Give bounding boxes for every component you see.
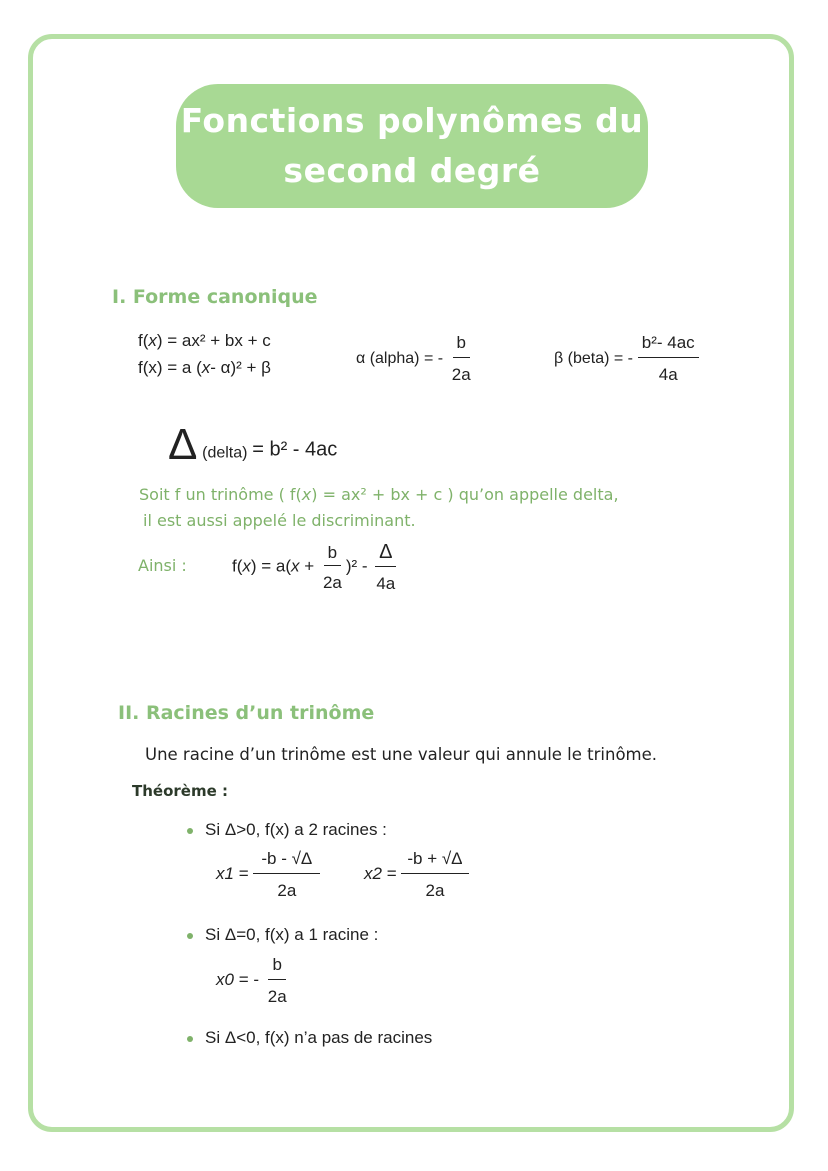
- title-line-1: Fonctions polynômes du: [180, 101, 644, 140]
- beta-formula: β (beta) = - $\frac{\text{b²- 4ac}}{4a}$: [554, 334, 699, 383]
- theorem-label: Théorème :: [132, 782, 228, 800]
- section1-heading: I. Forme canonique: [112, 286, 318, 308]
- alpha-fraction: $\frac{b}{2a}$: [451, 333, 471, 384]
- delta-definition: [168, 420, 337, 470]
- ainsi-formula: f(x) = a(x + $\frac{b}{2a}$ )² - $\frac{\Delta}{4a}$: [232, 542, 399, 592]
- ainsi-fraction-1: $\frac{b}{2a}$: [322, 542, 342, 592]
- x2-formula: x2 = $\frac{-b + √\Delta}{2a}$: [364, 850, 469, 899]
- x0-formula: x0 = - $\frac{b}{2a}$: [216, 956, 291, 1005]
- x0-fraction: $\frac{b}{2a}$: [267, 955, 287, 1006]
- formula-general: f(x) = ax² + bx + c: [138, 331, 271, 350]
- delta-formula: = b² - 4ac: [252, 438, 338, 461]
- delta-symbol: Δ: [168, 420, 198, 469]
- formula-canonical: f(x) = a (x- α)² + β: [138, 358, 271, 377]
- case-positive-delta: Si Δ>0, f(x) a 2 racines :: [205, 820, 387, 839]
- discriminant-text-line2: il est aussi appelé le discriminant.: [143, 511, 416, 530]
- roots-intro: Une racine d’un trinôme est une valeur qui annule le trinôme.: [145, 745, 658, 764]
- x1-fraction: $\frac{-b - √\Delta}{2a}$: [253, 850, 320, 899]
- title-line-2: second degré: [283, 151, 541, 190]
- case-zero-delta: Si Δ=0, f(x) a 1 racine :: [205, 925, 379, 944]
- bullet-3: [187, 1036, 193, 1042]
- section2-heading: II. Racines d’un trinôme: [118, 702, 375, 724]
- alpha-formula: α (alpha) = - $\frac{b}{2a}$: [356, 334, 475, 383]
- title-banner: [176, 84, 648, 208]
- beta-fraction: $\frac{\text{b²- 4ac}}{4a}$: [638, 334, 699, 383]
- ainsi-label: Ainsi :: [138, 556, 187, 575]
- x1-formula: x1 = $\frac{-b - √\Delta}{2a}$: [216, 850, 320, 899]
- ainsi-fraction-2: $\frac{\Delta}{4a}$: [376, 541, 396, 593]
- x2-fraction: $\frac{-b + √\Delta}{2a}$: [401, 850, 468, 899]
- case-negative-delta: Si Δ<0, f(x) n’a pas de racines: [205, 1028, 433, 1047]
- bullet-1: [187, 828, 193, 834]
- bullet-2: [187, 933, 193, 939]
- discriminant-text-line1: Soit f un trinôme ( f(x) = ax² + bx + c ) qu’on appelle delta,: [139, 485, 619, 504]
- delta-label: (delta): [202, 444, 248, 462]
